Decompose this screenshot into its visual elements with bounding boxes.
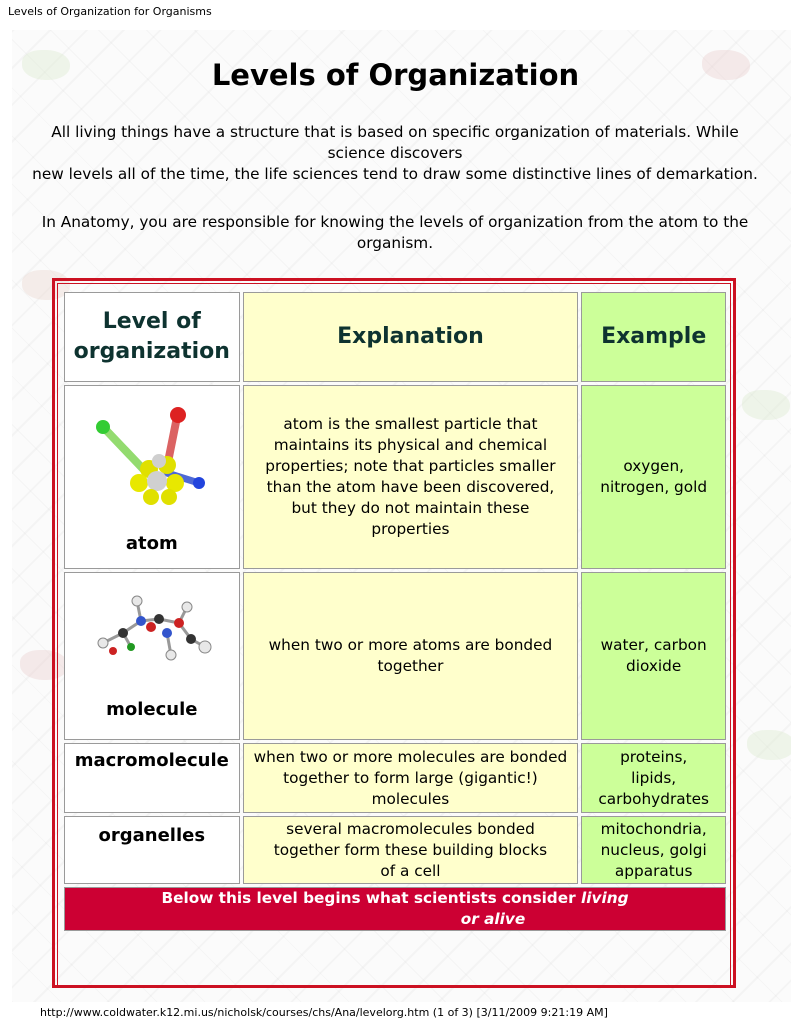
alive-banner-emphasis: living — [581, 889, 629, 907]
background-flask-icon — [747, 730, 791, 760]
table-row — [64, 572, 726, 740]
header-example — [581, 292, 726, 382]
intro-line: new levels all of the time, the life sciences tend to draw some distinctive lines of demarkation. — [32, 165, 758, 183]
example-text: proteins, lipids, carbohydrates — [598, 747, 709, 808]
header-explanation-text: Explanation — [337, 324, 484, 349]
level-name: molecule — [106, 698, 198, 720]
header-explanation — [243, 292, 579, 382]
level-cell — [64, 385, 240, 569]
example-cell — [581, 816, 726, 884]
atom-model-icon — [87, 401, 217, 521]
background-flask-icon — [742, 390, 790, 420]
example-text: water, carbon dioxide — [600, 636, 707, 675]
explanation-cell — [243, 385, 579, 569]
intro-line: In Anatomy, you are responsible for knowing the levels of organization from the atom to the — [41, 213, 749, 231]
molecule-model-icon — [87, 593, 217, 673]
alive-banner-emphasis: or alive — [460, 910, 526, 928]
level-cell — [64, 816, 240, 884]
page-title: Levels of Organization — [211, 58, 580, 92]
header-level-line2: organization — [73, 339, 230, 364]
explanation-text: when two or more molecules are bonded together to form large (gigantic!) molecules — [253, 747, 568, 808]
levels-table — [61, 289, 729, 934]
header-level — [64, 292, 240, 382]
table-row — [64, 816, 726, 884]
browser-title: Levels of Organization for Organisms — [8, 5, 212, 18]
level-name: organelles — [98, 825, 206, 846]
table-header-row — [64, 292, 726, 382]
explanation-text: when two or more atoms are bonded together — [268, 636, 553, 675]
example-cell — [581, 572, 726, 740]
level-cell — [64, 572, 240, 740]
explanation-text: atom is the smallest particle that maintains its physical and chemical properties; note that particles smaller than the atom have been discovered, but they do not maintain these properties — [265, 415, 556, 538]
level-cell — [64, 743, 240, 813]
alive-banner-row — [64, 887, 726, 931]
example-cell — [581, 385, 726, 569]
table-row — [64, 743, 726, 813]
explanation-cell — [243, 816, 579, 884]
alive-banner — [64, 887, 726, 931]
explanation-text: several macromolecules bonded together form these building blocks of a cell — [273, 819, 548, 880]
intro-line: organism. — [356, 234, 434, 252]
level-name: atom — [125, 532, 178, 554]
footer-url: http://www.coldwater.k12.mi.us/nicholsk/courses/chs/Ana/levelorg.htm (1 of 3) [3/11/2009 9:21:19 AM] — [40, 1006, 608, 1019]
level-name: macromolecule — [74, 750, 229, 771]
explanation-cell — [243, 572, 579, 740]
example-text: oxygen, nitrogen, gold — [600, 457, 708, 496]
header-example-text: Example — [601, 324, 707, 349]
example-text: mitochondria, nucleus, golgi apparatus — [600, 819, 707, 880]
table-row — [64, 385, 726, 569]
explanation-cell — [243, 743, 579, 813]
intro-line: All living things have a structure that is based on specific organization of materials. While — [51, 123, 739, 141]
intro-line: science discovers — [327, 144, 463, 162]
alive-banner-text: Below this level begins what scientists consider — [161, 889, 582, 907]
example-cell — [581, 743, 726, 813]
header-level-line1: Level of — [102, 309, 201, 334]
